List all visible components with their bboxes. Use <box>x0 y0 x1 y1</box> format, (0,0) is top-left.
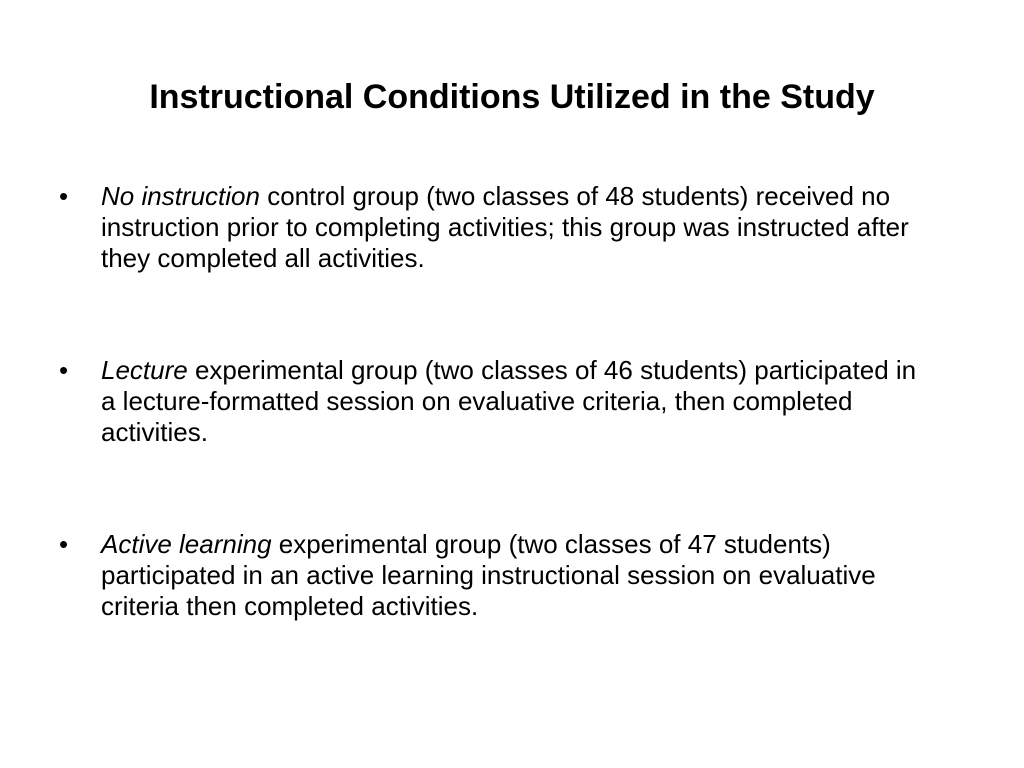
bullet-text: experimental group (two classes of 47 students) participated in an active learning instructional session on evaluative criteria then completed activities. <box>101 529 876 621</box>
bullet-item-lecture <box>56 355 936 448</box>
bullet-icon: • <box>59 529 69 559</box>
bullet-term: Active learning <box>101 529 279 559</box>
bullet-term: Lecture <box>101 355 195 385</box>
slide-title: Instructional Conditions Utilized in the Study <box>149 78 875 116</box>
bullet-text: experimental group (two classes of 46 students) participated in a lecture-formatted session on evaluative criteria, then completed activities. <box>101 355 917 447</box>
bullet-term: No instruction <box>101 181 268 211</box>
bullet-list <box>56 181 936 703</box>
bullet-item-no-instruction <box>56 181 936 274</box>
bullet-icon: • <box>59 181 69 211</box>
bullet-text: control group (two classes of 48 students) received no instruction prior to completing activities; this group was instructed after they completed all activities. <box>101 181 909 273</box>
bullet-item-active-learning <box>56 529 936 622</box>
bullet-icon: • <box>59 355 69 385</box>
